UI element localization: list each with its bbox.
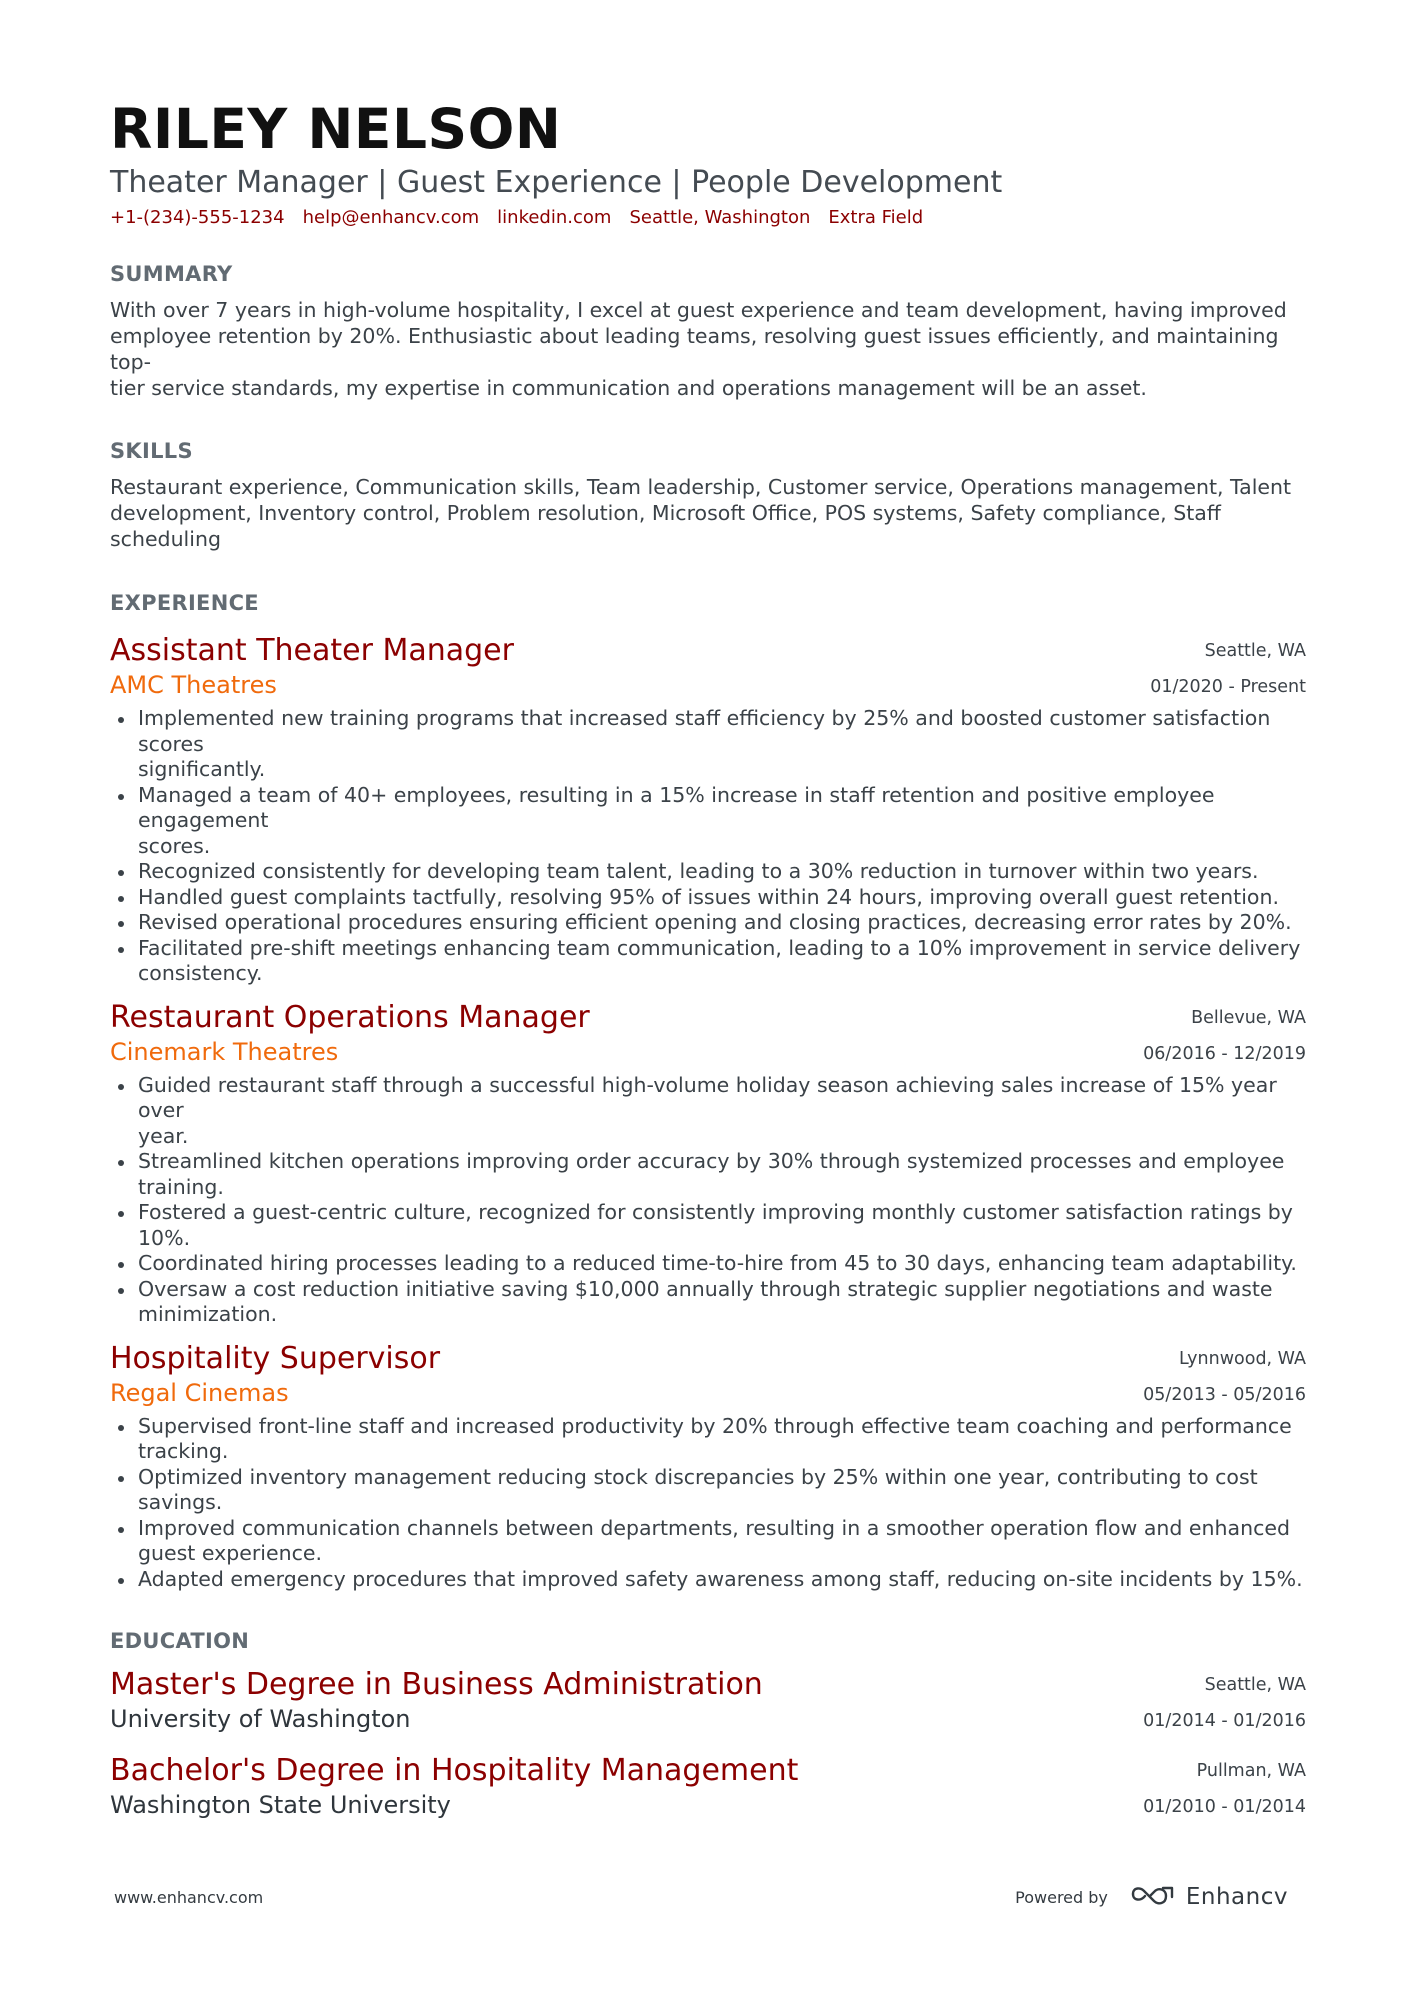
bullet-item: Optimized inventory management reducing stock discrepancies by 25% within one year, contributing to cost savings.: [110, 1465, 1306, 1516]
summary-line: tier service standards, my expertise in communication and operations management will be an asset.: [110, 376, 1147, 400]
experience-entry: [110, 999, 1306, 1328]
education-entry: [110, 1666, 1306, 1734]
skills-text: [110, 474, 1306, 552]
powered-by: [1015, 1882, 1288, 1912]
bullet-item: Fostered a guest-centric culture, recognized for consistently improving monthly customer satisfaction ratings by 10%.: [110, 1200, 1306, 1251]
job-bullets: [110, 1414, 1306, 1593]
bullet-item: Revised operational procedures ensuring efficient opening and closing practices, decreasing error rates by 20%.: [110, 910, 1306, 936]
company-name: Cinemark Theatres: [110, 1037, 339, 1066]
experience-entry: [110, 1340, 1306, 1593]
job-dates: 01/2020 - Present: [1150, 677, 1306, 697]
brand-logo[interactable]: [1130, 1882, 1288, 1912]
contact-bar: [110, 205, 1306, 231]
school-location: Seattle, WA: [1204, 1675, 1306, 1695]
page-footer: [114, 1882, 1288, 1912]
section-title-summary: SUMMARY: [110, 262, 233, 286]
enhancv-logo-icon: [1130, 1882, 1176, 1912]
candidate-name: RILEY NELSON: [110, 97, 562, 161]
school-location: Pullman, WA: [1196, 1761, 1306, 1781]
bullet-item: Streamlined kitchen operations improving order accuracy by 30% through systemized processes and employee training.: [110, 1149, 1306, 1200]
brand-name: Enhancv: [1185, 1884, 1288, 1910]
bullet-item: Oversaw a cost reduction initiative saving $10,000 annually through strategic supplier negotiations and waste minimization.: [110, 1277, 1306, 1328]
contact-extra-field: Extra Field: [828, 207, 924, 228]
summary-section: [110, 259, 1306, 401]
skills-line: development, Inventory control, Problem resolution, Microsoft Office, POS systems, Safety compliance, Staff: [110, 501, 1221, 525]
school-dates: 01/2014 - 01/2016: [1143, 1711, 1306, 1731]
education-section: [110, 1626, 1306, 1820]
bullet-item: Recognized consistently for developing team talent, leading to a 30% reduction in turnover within two years.: [110, 859, 1306, 885]
experience-section: [110, 588, 1306, 1592]
school-name: University of Washington: [110, 1705, 411, 1733]
bullet-item: Coordinated hiring processes leading to a reduced time-to-hire from 45 to 30 days, enhancing team adaptability.: [110, 1251, 1306, 1277]
contact-phone[interactable]: +1-(234)-555-1234: [110, 207, 285, 228]
bullet-item: Improved communication channels between departments, resulting in a smoother operation flow and enhanced guest experience.: [110, 1516, 1306, 1567]
job-location: Lynnwood, WA: [1179, 1348, 1306, 1369]
bullet-item: Facilitated pre-shift meetings enhancing team communication, leading to a 10% improvement in service delivery consistency.: [110, 936, 1306, 987]
summary-line: With over 7 years in high-volume hospitality, I excel at guest experience and team development, having improved: [110, 298, 1287, 322]
summary-line: employee retention by 20%. Enthusiastic about leading teams, resolving guest issues efficiently, and maintaining top-: [110, 324, 1279, 374]
company-name: Regal Cinemas: [110, 1378, 289, 1407]
section-title-skills: SKILLS: [110, 439, 193, 463]
job-bullets: [110, 1073, 1306, 1328]
candidate-headline: Theater Manager | Guest Experience | People Development: [110, 165, 1003, 200]
powered-by-label: Powered by: [1015, 1887, 1108, 1907]
job-title: Hospitality Supervisor: [110, 1340, 441, 1376]
bullet-item: Implemented new training programs that increased staff efficiency by 25% and boosted customer satisfaction scores significantly.: [110, 706, 1306, 783]
bullet-item: Handled guest complaints tactfully, resolving 95% of issues within 24 hours, improving overall guest retention.: [110, 885, 1306, 911]
job-bullets: [110, 706, 1306, 987]
bullet-item: Supervised front-line staff and increased productivity by 20% through effective team coaching and performance tracking.: [110, 1414, 1306, 1465]
degree-title: Master's Degree in Business Administration: [110, 1667, 763, 1702]
education-entry: [110, 1752, 1306, 1820]
company-name: AMC Theatres: [110, 671, 277, 699]
skills-line: scheduling: [110, 527, 221, 551]
job-dates: 06/2016 - 12/2019: [1143, 1043, 1306, 1064]
summary-text: [110, 297, 1306, 401]
job-dates: 05/2013 - 05/2016: [1143, 1384, 1306, 1405]
job-location: Bellevue, WA: [1191, 1007, 1306, 1028]
job-location: Seattle, WA: [1204, 641, 1306, 661]
resume-page: [110, 95, 1306, 1820]
skills-line: Restaurant experience, Communication skills, Team leadership, Customer service, Operations management, Talent: [110, 475, 1292, 499]
section-title-experience: EXPERIENCE: [110, 591, 259, 615]
school-dates: 01/2010 - 01/2014: [1143, 1797, 1306, 1817]
section-title-education: EDUCATION: [110, 1629, 250, 1653]
job-title: Assistant Theater Manager: [110, 633, 514, 668]
contact-email[interactable]: help@enhancv.com: [302, 207, 480, 228]
bullet-item: Managed a team of 40+ employees, resulting in a 15% increase in staff retention and positive employee engagement scores.: [110, 783, 1306, 860]
skills-section: [110, 436, 1306, 552]
contact-linkedin[interactable]: linkedin.com: [497, 207, 612, 228]
degree-title: Bachelor's Degree in Hospitality Management: [110, 1753, 799, 1788]
footer-website-link[interactable]: www.enhancv.com: [114, 1887, 264, 1907]
bullet-item: Adapted emergency procedures that improved safety awareness among staff, reducing on-site incidents by 15%.: [110, 1567, 1306, 1593]
contact-location: Seattle, Washington: [629, 207, 811, 228]
bullet-item: Guided restaurant staff through a successful high-volume holiday season achieving sales increase of 15% year over year.: [110, 1073, 1306, 1150]
experience-entry: [110, 632, 1306, 987]
school-name: Washington State University: [110, 1791, 451, 1819]
job-title: Restaurant Operations Manager: [110, 999, 590, 1035]
